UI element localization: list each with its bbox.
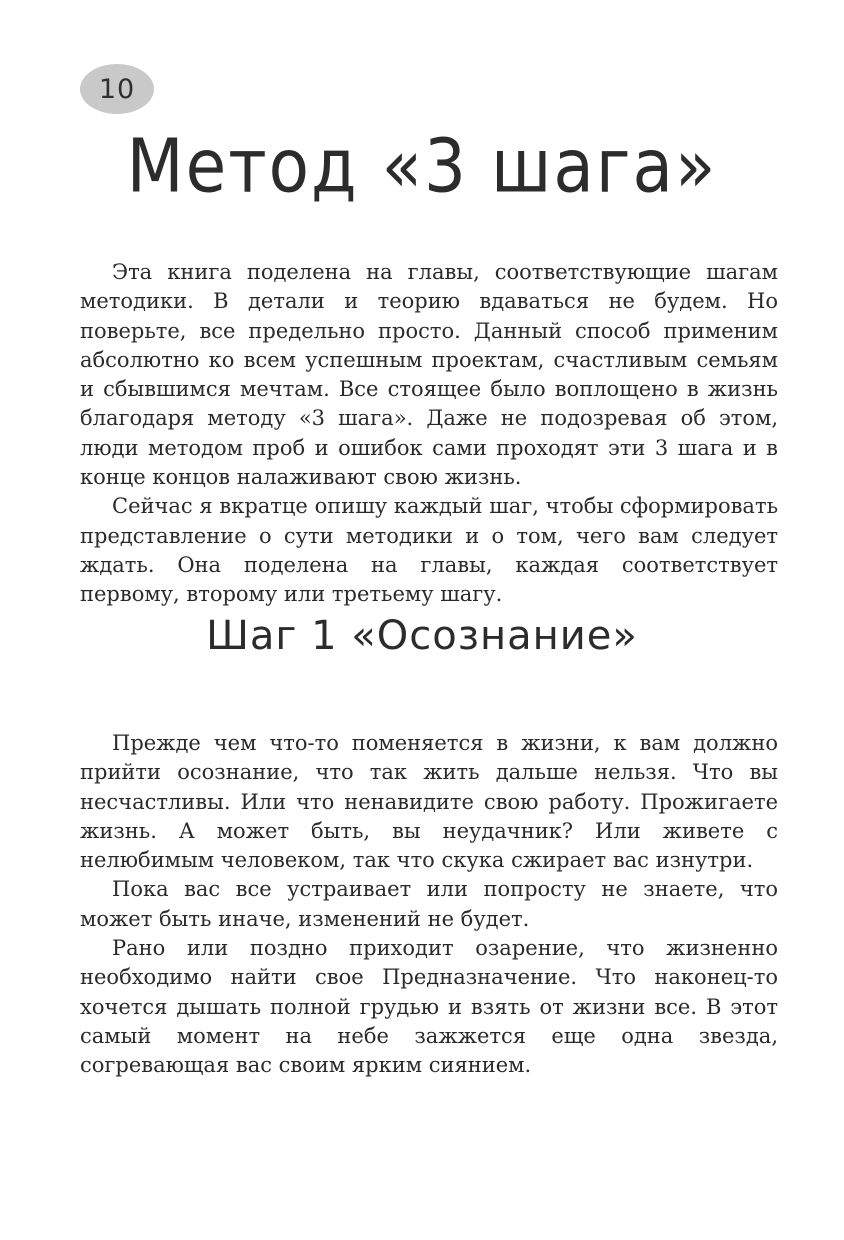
page-number: 10 bbox=[98, 73, 136, 105]
step1-paragraph: Пока вас все устраивает или попросту не знаете, что может быть иначе, изменений не будет. bbox=[80, 877, 778, 931]
step1-paragraph: Прежде чем что-то поменяется в жизни, к вам должно прийти осознание, что так жить дальше нельзя. Что вы несчастливы. Или что ненавидите свою работу. Прожигаете жизнь. А может быть, вы неудачник? Или живете с нелюбимым человеком, так что скука сжирает вас изнутри. bbox=[80, 731, 778, 873]
page-number-badge bbox=[80, 64, 154, 114]
intro-paragraph: Эта книга поделена на главы, соответствующие шагам методики. В детали и теорию вдаваться не будем. Но поверьте, все предельно просто. Данный способ применим абсолютно ко всем успешным проектам, счастливым семьям и сбывшимся мечтам. Все стоящее было воплощено в жизнь благодаря методу «3 шага». Даже не подозревая об этом, люди методом проб и ошибок сами проходят эти 3 шага и в конце концов налаживают свою жизнь. bbox=[80, 260, 778, 490]
section-title: Шаг 1 «Осознание» bbox=[206, 613, 638, 659]
chapter-title: Метод «3 шага» bbox=[126, 123, 718, 210]
intro-paragraph: Сейчас я вкратце опишу каждый шаг, чтобы сформировать представление о сути методики и о том, чего вам следует ждать. Она поделена на главы, каждая соответствует первому, второму или третьему шагу. bbox=[80, 494, 778, 607]
intro-text bbox=[80, 258, 778, 610]
step1-paragraph: Рано или поздно приходит озарение, что жизненно необходимо найти свое Предназначение. Что наконец-то хочется дышать полной грудью и взять от жизни все. В этот самый момент на небе зажжется еще одна звезда, согревающая вас своим ярким сиянием. bbox=[80, 936, 778, 1078]
step1-text bbox=[80, 729, 778, 1081]
